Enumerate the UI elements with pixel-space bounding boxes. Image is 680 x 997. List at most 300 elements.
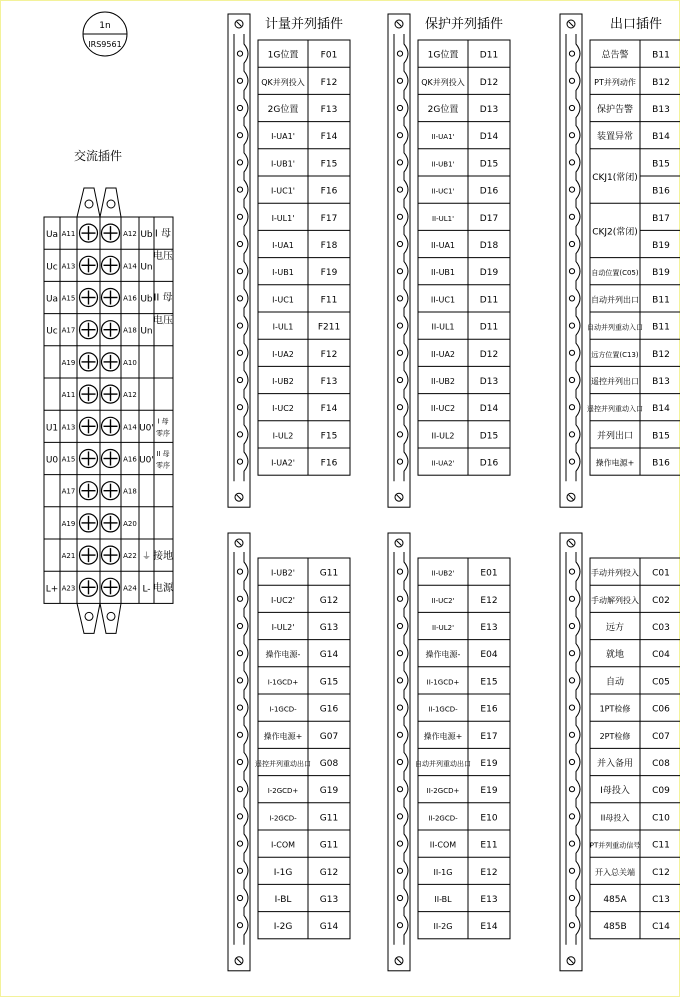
terminal-code: E19	[480, 786, 498, 797]
terminal-code: E04	[480, 650, 498, 661]
terminal-signal-name: 远方	[605, 623, 625, 633]
terminal-code: C04	[652, 650, 670, 661]
terminal-signal-name: II-2G	[433, 922, 453, 932]
terminal-contact-icon	[397, 923, 402, 928]
badge-bottom-label: IRS9561	[88, 40, 122, 49]
terminal-code: B19	[652, 268, 670, 279]
terminal-contact-icon	[397, 241, 402, 246]
ac-side-label: I 母	[157, 417, 169, 426]
terminal-contact-icon	[237, 814, 242, 819]
terminal-rail	[388, 533, 410, 971]
terminal-contact-icon	[397, 705, 402, 710]
terminal-code: D14	[479, 132, 499, 143]
terminal-signal-name: 手动并列投入	[591, 568, 639, 578]
terminal-signal-name: I-UA1'	[271, 132, 295, 142]
terminal-module	[388, 533, 510, 971]
terminal-contact-icon	[397, 459, 402, 464]
ac-terminal-right: A18	[123, 326, 137, 335]
ac-terminal-right: A24	[123, 584, 137, 593]
terminal-code: F12	[320, 77, 338, 88]
terminal-code: F01	[320, 50, 338, 61]
ac-module-title: 交流插件	[73, 149, 123, 163]
terminal-code: B13	[652, 377, 670, 387]
terminal-signal-name: I-UC2'	[271, 595, 295, 605]
terminal-code: B11	[652, 322, 670, 333]
terminal-signal-name: II-1GCD-	[428, 705, 458, 714]
terminal-code: G11	[319, 840, 339, 851]
terminal-contact-icon	[397, 868, 402, 873]
ac-terminal-right: A12	[123, 230, 137, 239]
terminal-rail	[228, 533, 250, 971]
ac-signal-right: Ub	[140, 230, 153, 241]
terminal-contact-icon	[237, 841, 242, 846]
ac-terminal-right: A22	[123, 552, 137, 561]
terminal-signal-name: 2G位置	[267, 105, 299, 115]
terminal-contact-icon	[569, 596, 574, 601]
terminal-signal-name: 485A	[603, 895, 627, 905]
terminal-signal-name: I-UB2	[272, 377, 294, 386]
terminal-code: C14	[652, 922, 670, 933]
terminal-contact-icon	[237, 678, 242, 683]
terminal-contact-icon	[569, 51, 574, 56]
terminal-contact-icon	[237, 296, 242, 301]
terminal-rail	[388, 14, 410, 507]
terminal-code: D11	[479, 322, 499, 333]
ac-side-label: 电源	[153, 583, 173, 595]
ac-signal-right: Ub	[140, 294, 153, 305]
terminal-contact-icon	[397, 51, 402, 56]
terminal-signal-name: I母投入	[600, 786, 630, 797]
ac-terminal-left: A13	[61, 423, 76, 432]
terminal-contact-icon	[569, 923, 574, 928]
terminal-signal-name: I-2GCD+	[267, 787, 299, 796]
terminal-code: F18	[320, 241, 338, 251]
terminal-contact-icon	[397, 405, 402, 410]
ac-signal-left: Ua	[45, 230, 59, 241]
terminal-signal-name: II-UC2'	[431, 596, 455, 605]
terminal-code: D17	[479, 213, 499, 224]
terminal-contact-icon	[569, 78, 574, 83]
terminal-contact-icon	[397, 569, 402, 574]
terminal-module	[560, 533, 680, 971]
terminal-contact-icon	[397, 296, 402, 301]
ac-side-label: II 母	[156, 449, 170, 458]
terminal-signal-name: I-UB2'	[271, 568, 295, 578]
terminal-contact-icon	[569, 705, 574, 710]
terminal-code: B14	[652, 404, 670, 415]
ac-cap-top-right	[100, 188, 121, 217]
terminal-contact-icon	[397, 78, 402, 83]
terminal-code: E14	[480, 922, 498, 933]
terminal-contact-icon	[569, 160, 574, 165]
rail-contact-profile	[404, 34, 408, 481]
terminal-contact-icon	[397, 759, 402, 764]
terminal-code: B13	[652, 105, 670, 115]
rail-mount-screw-icon-slash	[397, 22, 402, 27]
terminal-contact-icon	[397, 105, 402, 110]
terminal-code: D16	[479, 458, 499, 469]
terminal-module	[560, 14, 680, 507]
device-badge	[83, 12, 127, 56]
terminal-signal-name: II-UA1'	[431, 133, 455, 142]
terminal-contact-icon	[237, 623, 242, 628]
terminal-code: G11	[319, 568, 339, 579]
terminal-code: B15	[652, 159, 670, 170]
terminal-code: F16	[320, 186, 338, 197]
terminal-contact-icon	[397, 133, 402, 138]
terminal-contact-icon	[569, 377, 574, 382]
rail-contact-profile	[404, 552, 408, 945]
terminal-signal-name: 总告警	[601, 50, 629, 61]
terminal-contact-icon	[237, 923, 242, 928]
terminal-contact-icon	[569, 296, 574, 301]
terminal-module	[228, 14, 350, 507]
terminal-signal-name: 就地	[605, 650, 625, 661]
ac-signal-left: L+	[45, 584, 59, 595]
terminal-code: B12	[652, 77, 670, 88]
terminal-code: E13	[480, 623, 498, 633]
ac-side-label: 零序	[156, 461, 170, 470]
terminal-contact-icon	[237, 895, 242, 900]
ac-terminal-left: A19	[61, 358, 76, 367]
ac-terminal-right: A18	[123, 487, 137, 496]
terminal-contact-icon	[569, 759, 574, 764]
terminal-contact-icon	[237, 787, 242, 792]
terminal-code: G14	[319, 650, 339, 661]
terminal-code: D12	[479, 349, 499, 360]
terminal-signal-name: II-BL	[434, 895, 452, 904]
rail-mount-screw-icon-slash	[237, 22, 242, 27]
ac-terminal-right: A20	[123, 519, 137, 528]
ac-terminal-left: A23	[61, 584, 76, 593]
terminal-signal-name: I-2G	[273, 922, 293, 933]
module-title: 出口插件	[609, 17, 663, 32]
ac-cap-hole	[85, 612, 93, 620]
terminal-contact-icon	[569, 187, 574, 192]
terminal-code: B12	[652, 349, 670, 360]
rail-contact-profile	[244, 552, 248, 945]
terminal-code: G11	[319, 813, 339, 824]
terminal-signal-name: I-BL	[274, 895, 292, 905]
terminal-code: E17	[480, 731, 498, 742]
terminal-contact-icon	[569, 459, 574, 464]
ac-signal-right: L-	[142, 584, 151, 595]
terminal-code: C11	[652, 840, 670, 851]
terminal-code: F14	[320, 132, 338, 143]
terminal-signal-name: 自动位置(C05)	[591, 269, 639, 278]
ac-cap-hole	[85, 200, 93, 208]
terminal-signal-name: I-COM	[270, 840, 296, 850]
terminal-signal-name: 手动解列投入	[591, 595, 639, 605]
terminal-contact-icon	[397, 787, 402, 792]
terminal-contact-icon	[397, 841, 402, 846]
terminal-signal-name: II-UC1'	[431, 187, 455, 196]
ac-terminal-left: A19	[61, 519, 76, 528]
terminal-signal-name: 自动并列重动入口	[587, 323, 643, 332]
terminal-signal-name: I-UC1'	[271, 186, 295, 196]
terminal-contact-icon	[569, 350, 574, 355]
terminal-signal-name: I-UC1	[272, 295, 294, 305]
ac-cap-bottom-right	[100, 603, 121, 633]
terminal-signal-name: I-1G	[273, 867, 293, 878]
terminal-signal-name: 1PT检修	[599, 704, 631, 714]
terminal-contact-icon	[569, 868, 574, 873]
rail-mount-screw-icon-slash	[397, 495, 402, 500]
terminal-code: C02	[652, 595, 670, 606]
ac-terminal-right: A16	[123, 455, 137, 464]
terminal-contact-icon	[237, 241, 242, 246]
terminal-signal-name: II-UB1	[430, 268, 456, 278]
terminal-contact-icon	[569, 814, 574, 819]
terminal-code: F11	[320, 295, 338, 306]
terminal-contact-icon	[237, 214, 242, 219]
ac-terminal-left: A15	[61, 455, 76, 464]
terminal-contact-icon	[569, 432, 574, 437]
terminal-signal-name: II-UA2'	[431, 459, 455, 468]
terminal-code: G13	[319, 623, 339, 633]
terminal-contact-icon	[237, 105, 242, 110]
terminal-code: F15	[320, 159, 338, 170]
terminal-signal-name: I-UA2	[272, 349, 294, 359]
terminal-contact-icon	[569, 241, 574, 246]
terminal-signal-name: II-UA1	[430, 241, 456, 250]
terminal-signal-name: 遥控并列出口	[591, 377, 639, 386]
terminal-code: E15	[480, 677, 498, 688]
terminal-code: C05	[652, 677, 670, 688]
terminal-contact-icon	[237, 732, 242, 737]
terminal-contact-icon	[237, 459, 242, 464]
terminal-code: E01	[480, 568, 498, 579]
terminal-signal-name: II-UL2'	[431, 624, 455, 632]
terminal-contact-icon	[237, 596, 242, 601]
terminal-contact-icon	[237, 323, 242, 328]
ac-terminal-left: A11	[61, 391, 76, 400]
terminal-contact-icon	[569, 269, 574, 274]
terminal-code: D15	[479, 431, 499, 442]
terminal-contact-icon	[569, 651, 574, 656]
ac-cap-top-left	[77, 188, 100, 217]
terminal-contact-icon	[569, 732, 574, 737]
terminal-code: E12	[480, 867, 498, 878]
terminal-code: F15	[320, 431, 338, 442]
terminal-contact-icon	[397, 732, 402, 737]
rail-mount-screw-icon-slash	[569, 495, 574, 500]
ac-cap-bottom-left	[77, 603, 100, 633]
terminal-code: G13	[319, 895, 339, 905]
terminal-contact-icon	[397, 269, 402, 274]
terminal-contact-icon	[569, 841, 574, 846]
terminal-signal-name: II-COM	[429, 840, 457, 850]
terminal-signal-name: I-UB1	[272, 268, 294, 278]
terminal-signal-name: 装置异常	[596, 132, 634, 143]
terminal-code: B11	[652, 50, 670, 61]
terminal-code: D16	[479, 186, 499, 197]
terminal-signal-name: I-UL1'	[271, 213, 295, 223]
terminal-code: B17	[652, 213, 670, 224]
ac-terminal-left: A17	[61, 326, 76, 335]
terminal-contact-icon	[569, 105, 574, 110]
terminal-code: C10	[652, 813, 670, 824]
terminal-contact-icon	[237, 405, 242, 410]
terminal-signal-name: II-UA2	[430, 349, 456, 359]
terminal-signal-name: 操作电源+	[595, 458, 635, 468]
ac-terminal-right: A10	[123, 358, 137, 367]
ac-terminal-right: A12	[123, 391, 137, 400]
module-title: 保护并列插件	[424, 17, 504, 32]
terminal-signal-name: II-UL1	[431, 322, 455, 332]
rail-mount-screw-icon-slash	[237, 495, 242, 500]
terminal-contact-icon	[397, 214, 402, 219]
terminal-contact-icon	[569, 787, 574, 792]
terminal-code: D15	[479, 159, 499, 170]
ac-terminal-right: A16	[123, 294, 137, 303]
terminal-code: D18	[479, 241, 499, 251]
ac-terminal-left: A11	[61, 230, 76, 239]
rail-contact-profile	[244, 34, 248, 481]
terminal-contact-icon	[569, 623, 574, 628]
terminal-signal-name: I-UC2	[272, 404, 294, 414]
terminal-signal-name: 开入总关端	[595, 867, 635, 877]
rail-mount-screw-icon-slash	[397, 958, 402, 963]
module-title: 计量并列插件	[264, 17, 344, 32]
ac-side-label: 接地	[153, 550, 173, 562]
terminal-signal-name: PT并列重动信号	[589, 841, 641, 850]
terminal-contact-icon	[569, 569, 574, 574]
terminal-signal-name: 遥控并列重动入口	[587, 405, 643, 414]
terminal-signal-name: 485B	[603, 922, 627, 933]
rail-mount-screw-icon-slash	[237, 541, 242, 546]
terminal-code: F12	[320, 349, 338, 360]
terminal-signal-name: PT并列动作	[594, 77, 636, 87]
terminal-code: B16	[652, 186, 670, 197]
terminal-contact-icon	[569, 405, 574, 410]
terminal-contact-icon	[397, 678, 402, 683]
terminal-signal-name: II-UB1'	[431, 160, 455, 169]
terminal-code: F13	[320, 105, 338, 115]
terminal-contact-icon	[397, 160, 402, 165]
terminal-code: C06	[652, 704, 670, 715]
terminal-contact-icon	[569, 895, 574, 900]
terminal-signal-name: CKJ1(常闭)	[592, 173, 638, 183]
terminal-signal-name: 1G位置	[427, 50, 459, 61]
terminal-signal-name: I-UL2'	[271, 623, 295, 632]
terminal-code: E10	[480, 813, 498, 824]
ac-signal-right: ⏚	[141, 552, 152, 563]
terminal-signal-name: 操作电源+	[263, 731, 303, 741]
ac-signal-left: Uc	[46, 262, 58, 273]
terminal-signal-name: II-UB2	[430, 377, 456, 386]
rail-mount-screw-icon-slash	[237, 958, 242, 963]
terminal-code: G12	[319, 595, 339, 606]
terminal-signal-name: II-2GCD+	[426, 787, 460, 796]
terminal-code: B11	[652, 295, 670, 306]
terminal-signal-name: II-UL1'	[431, 214, 455, 223]
terminal-signal-name: II-UC2	[430, 404, 456, 414]
terminal-contact-icon	[569, 133, 574, 138]
terminal-signal-name: I-1GCD-	[269, 705, 297, 714]
terminal-signal-name: I-2GCD-	[269, 814, 297, 823]
terminal-code: B16	[652, 458, 670, 469]
terminal-module	[388, 14, 510, 507]
terminal-code: G07	[319, 731, 339, 742]
ac-cap-hole	[107, 200, 115, 208]
terminal-code: D11	[479, 50, 499, 61]
badge-top-label: 1n	[99, 21, 111, 31]
terminal-signal-name: II-1GCD+	[426, 678, 460, 687]
terminal-code: C09	[652, 786, 670, 797]
ac-side-label: I 母	[154, 228, 172, 240]
terminal-contact-icon	[237, 432, 242, 437]
terminal-code: G12	[319, 867, 339, 878]
terminal-contact-icon	[237, 51, 242, 56]
terminal-module	[228, 533, 350, 971]
terminal-code: F19	[320, 268, 338, 279]
terminal-signal-name: I-1GCD+	[267, 678, 299, 687]
terminal-contact-icon	[397, 651, 402, 656]
terminal-code: D11	[479, 295, 499, 306]
terminal-signal-name: 操作电源+	[423, 731, 463, 741]
rail-contact-profile	[576, 34, 580, 481]
terminal-signal-name: I-UA2'	[271, 458, 295, 468]
terminal-code: F17	[320, 213, 338, 224]
terminal-code: G15	[319, 677, 339, 688]
terminal-code: C03	[652, 623, 670, 633]
terminal-contact-icon	[237, 187, 242, 192]
terminal-contact-icon	[569, 323, 574, 328]
terminal-contact-icon	[237, 377, 242, 382]
terminal-code: B15	[652, 431, 670, 442]
terminal-signal-name: II-UL2	[431, 431, 455, 441]
terminal-contact-icon	[237, 868, 242, 873]
ac-side-label: 零序	[156, 429, 170, 438]
terminal-code: F13	[320, 377, 338, 387]
terminal-signal-name: 并列出口	[596, 431, 634, 442]
terminal-signal-name: QK并列投入	[421, 77, 465, 87]
rail-mount-screw-icon-slash	[569, 22, 574, 27]
terminal-contact-icon	[237, 350, 242, 355]
terminal-signal-name: I-UL1	[272, 322, 294, 332]
terminal-contact-icon	[237, 569, 242, 574]
terminal-code: B19	[652, 241, 670, 251]
terminal-code: D13	[479, 105, 499, 115]
terminal-contact-icon	[397, 432, 402, 437]
terminal-contact-icon	[397, 623, 402, 628]
terminal-rail	[560, 14, 582, 507]
ac-terminal-left: A21	[61, 552, 76, 561]
terminal-code: E13	[480, 895, 498, 905]
ac-terminal-left: A15	[61, 294, 76, 303]
terminal-code: G14	[319, 922, 339, 933]
terminal-contact-icon	[237, 78, 242, 83]
rail-contact-profile	[576, 552, 580, 945]
terminal-contact-icon	[397, 323, 402, 328]
terminal-signal-name: II-1G	[433, 867, 453, 877]
terminal-code: C13	[652, 895, 670, 905]
terminal-code: G19	[319, 786, 339, 797]
terminal-contact-icon	[237, 269, 242, 274]
ac-terminal-right: A14	[123, 423, 137, 432]
terminal-signal-name: 操作电源-	[425, 650, 461, 660]
ac-side-label: II 母	[153, 292, 173, 304]
rail-mount-screw-icon-slash	[569, 958, 574, 963]
terminal-signal-name: II-UC1	[430, 295, 456, 305]
terminal-code: F14	[320, 404, 338, 415]
terminal-contact-icon	[237, 160, 242, 165]
ac-cap-hole	[107, 612, 115, 620]
terminal-signal-name: 自动	[605, 677, 625, 688]
ac-signal-right: Un	[140, 262, 153, 273]
terminal-rail	[560, 533, 582, 971]
